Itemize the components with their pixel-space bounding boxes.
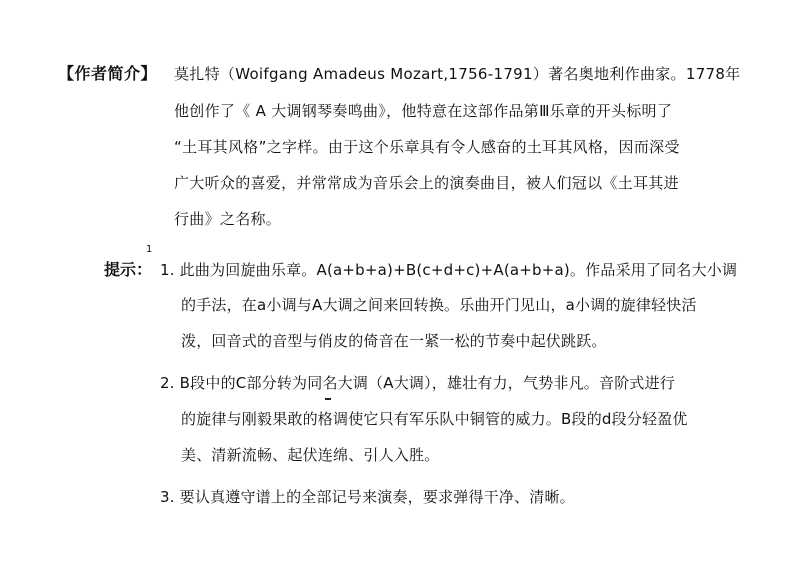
hint-item-1-line: 泼，回音式的音型与俏皮的倚音在一紧一松的节奏中起伏跳跃。 xyxy=(181,332,607,350)
author-intro-line: 莫扎特（Woifgang Amadeus Mozart,1756-1791）著名奥地利作曲家。1778年 xyxy=(174,65,741,83)
author-intro-line: 广大听众的喜爱，并常常成为音乐会上的演奏曲目，被人们冠以《土耳其进 xyxy=(174,174,679,192)
author-intro-line: 行曲》之名称。 xyxy=(174,210,282,228)
hint-item-2-line: 的旋律与刚毅果敢的格调使它只有军乐队中铜管的威力。B段的d段分轻盈优 xyxy=(181,410,688,428)
hint-item-2-line: 美、清新流畅、起伏连绵、引人入胜。 xyxy=(181,446,440,464)
stray-mark: 1 xyxy=(146,244,153,255)
hint-item-1-line: 的手法，在a小调与A大调之间来回转换。乐曲开门见山，a小调的旋律轻快活 xyxy=(181,296,697,314)
hint-item-3-line: 3. 要认真遵守谱上的全部记号来演奏，要求弹得干净、清晰。 xyxy=(160,488,575,506)
hint-item-2-line: 2. B段中的C部分转为同名大调（A大调），雄壮有力，气势非凡。音阶式进行 xyxy=(160,374,676,392)
hint-heading: 提示： xyxy=(104,260,153,279)
stray-dash-mark xyxy=(325,398,331,400)
author-intro-heading: 【作者简介】 xyxy=(58,64,158,83)
author-intro-line: 他创作了《 A 大调钢琴奏鸣曲》，他特意在这部作品第Ⅲ乐章的开头标明了 xyxy=(174,102,673,120)
hint-item-1-line: 1. 此曲为回旋曲乐章。A(a+b+a)+B(c+d+c)+A(a+b+a)。作品采用了同名大小调 xyxy=(160,261,738,279)
author-intro-line: “土耳其风格”之字样。由于这个乐章具有令人感奋的土耳其风格，因而深受 xyxy=(174,138,680,156)
